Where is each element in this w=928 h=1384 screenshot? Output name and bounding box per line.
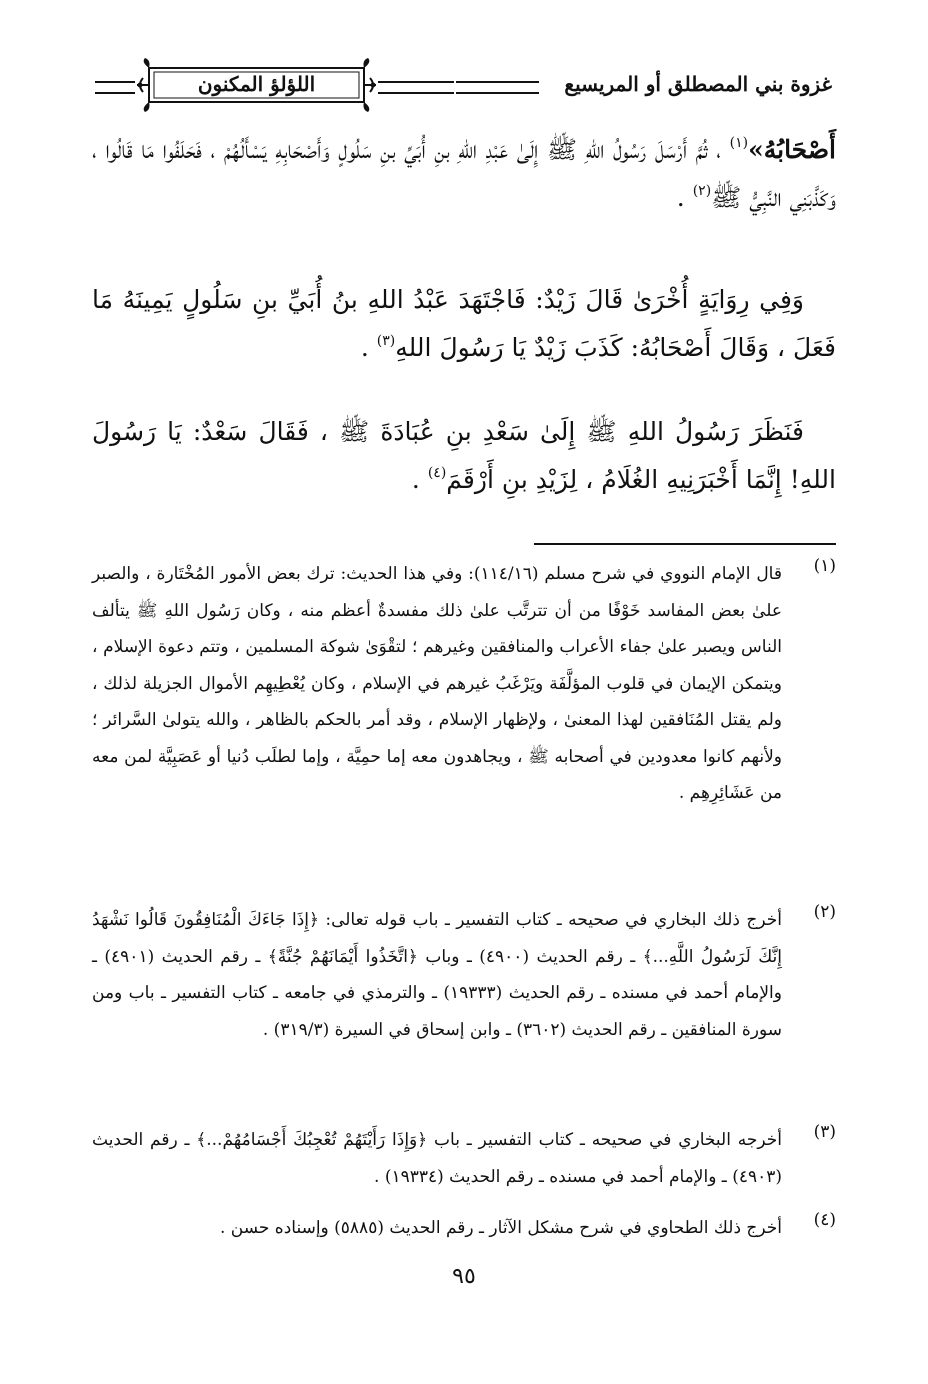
- page-number: ٩٥: [452, 1264, 476, 1289]
- footnote-text: قال الإمام النووي في شرح مسلم (١١٤/١٦): وفي هذا الحديث: ترك بعض الأمور المُخْتَارة ، والصبر علىٰ بعض المفاسد خَوْفًا من أن تترتَّب علىٰ ذلك مفسدةٌ أعظم منه ، وكان رَسُول اللهِ ﷺ يتألف الناس ويصبر علىٰ جفاء الأعراب والمنافقين وغيرهم ؛ لتقْوَىٰ شوكة المسلمين ، وتتم دعوة الإسلام ، ويتمكن الإيمان في قلوب المؤلَّفَة ويَرْغَبُ غيرهم في الإسلام ، وكان يُعْطِيهِم الأموال الجزيلة لذلك ، ولم يقتل المُنَافقين لهذا المعنىٰ ، ولإظهار الإسلام ، وقد أمر بالحكم بالظاهر ، والله يتولىٰ السَّرائر ؛ ولأنهم كانوا معدودين في أصحابه ﷺ ، ويجاهدون معه إما حمِيَّة ، وإما لطلَب دُنيا أو عَصَبِيَّة لمن معه من عَشَائِرِهِم .: [92, 564, 782, 803]
- footnote-number: (٢): [813, 902, 836, 922]
- paragraph-3: فَنَظَرَ رَسُولُ اللهِ ﷺ إِلَىٰ سَعْدِ بنِ عُبَادَةَ ﷺ ، فَقَالَ سَعْدٌ: يَا رَسُولَ اللهِ! إِنَّمَا أَخْبَرَنِيهِ الغُلَامُ ، لِزَيْدِ بنِ أَرْقَمَ$^{(٤)}$ .: [92, 417, 836, 494]
- footnote-ref-2[interactable]: (٢): [692, 183, 712, 199]
- header-rule-right: [456, 81, 539, 94]
- footnote-number: (١): [813, 556, 836, 576]
- footnote-4: [92, 1210, 836, 1247]
- footnote-text: أخرجه البخاري في صحيحه ـ كتاب التفسير ـ باب ﴿وَإِذَا رَأَيْتَهُمْ تُعْجِبُكَ أَجْسَامُهُمْ...﴾ ـ رقم الحديث (٤٩٠٣) ـ والإمام أحمد في مسنده ـ رقم الحديث (١٩٣٣٤) .: [92, 1130, 782, 1187]
- footnote-divider: [534, 543, 836, 545]
- book-title: اللؤلؤ المكنون: [197, 72, 316, 96]
- paragraph-1-opening: أَصْحَابُهُ»: [748, 135, 836, 164]
- footnote-3: [92, 1122, 836, 1195]
- footnote-1: [92, 556, 836, 812]
- paragraph-2: وَفِي رِوَايَةٍ أُخْرَىٰ قَالَ زَيْدٌ: فَاجْتَهَدَ عَبْدُ اللهِ بنُ أُبَيِّ بنِ سَلُولٍ يَمِينَهُ مَا فَعَلَ ، وَقَالَ أَصْحَابُهُ: كَذَبَ زَيْدٌ يَا رَسُولَ اللهِ$^{(٣)}$ .: [92, 285, 836, 362]
- footnote-ref-3[interactable]: (٣): [376, 333, 396, 349]
- footnote-text: أخرج ذلك الطحاوي في شرح مشكل الآثار ـ رقم الحديث (٥٨٨٥) وإسناده حسن .: [219, 1218, 782, 1238]
- paragraph-3-text: فَنَظَرَ رَسُولُ اللهِ ﷺ إِلَىٰ سَعْدِ بنِ عُبَادَةَ ﷺ ، فَقَالَ سَعْدٌ: يَا رَسُولَ اللهِ! إِنَّمَا أَخْبَرَنِيهِ الغُلَامُ ، لِزَيْدِ بنِ أَرْقَمَ: [92, 417, 836, 494]
- footnote-ref-4[interactable]: (٤): [427, 465, 447, 481]
- paragraph-1-text: ، ثُمَّ أَرْسَلَ رَسُولُ اللهِ ﷺ إِلَىٰ عَبْدِ اللهِ بنِ أُبَيِّ بنِ سَلُولٍ وَأَصْحَابِهِ يَسْأَلُهُمْ ، فَحَلَفُوا مَا قَالُوا ، وَكَذَّبَنِي النَّبِيُّ ﷺ: [92, 135, 836, 212]
- header-rule-middle: [378, 81, 454, 94]
- running-header: [95, 56, 832, 114]
- header-rule-left: [95, 81, 135, 94]
- footnote-text: أخرج ذلك البخاري في صحيحه ـ كتاب التفسير ـ باب قوله تعالى: ﴿إِذَا جَاءَكَ الْمُنَافِقُونَ قَالُوا نَشْهَدُ إِنَّكَ لَرَسُولُ اللَّهِ...﴾ ـ رقم الحديث (٤٩٠٠) ـ وباب ﴿اتَّخَذُوا أَيْمَانَهُمْ جُنَّةً﴾ ـ رقم الحديث (٤٩٠١) ـ والإمام أحمد في مسنده ـ رقم الحديث (١٩٣٣٣) ـ والترمذي في جامعه ـ كتاب التفسير ـ باب ومن سورة المنافقين ـ رقم الحديث (٣٦٠٢) ـ وابن إسحاق في السيرة (٣١٩/٣) .: [92, 910, 782, 1040]
- footnote-2: [92, 902, 836, 1048]
- paragraph-2-text: وَفِي رِوَايَةٍ أُخْرَىٰ قَالَ زَيْدٌ: فَاجْتَهَدَ عَبْدُ اللهِ بنُ أُبَيِّ بنِ سَلُولٍ يَمِينَهُ مَا فَعَلَ ، وَقَالَ أَصْحَابُهُ: كَذَبَ زَيْدٌ يَا رَسُولَ اللهِ: [92, 285, 836, 362]
- book-title-cartouche: [135, 56, 378, 114]
- chapter-title: غزوة بني المصطلق أو المريسيع: [564, 72, 832, 96]
- footnote-ref-1[interactable]: (١): [729, 135, 749, 151]
- paragraph-1: أَصْحَابُهُ»$^{(١)}$ ، ثُمَّ أَرْسَلَ رَسُولُ اللهِ ﷺ إِلَىٰ عَبْدِ اللهِ بنِ أُبَيِّ بنِ سَلُولٍ وَأَصْحَابِهِ يَسْأَلُهُمْ ، فَحَلَفُوا مَا قَالُوا ، وَكَذَّبَنِي النَّبِيُّ ﷺ$^{(٢)}$ .: [92, 135, 836, 212]
- footnote-number: (٣): [813, 1122, 836, 1142]
- footnote-number: (٤): [813, 1210, 836, 1230]
